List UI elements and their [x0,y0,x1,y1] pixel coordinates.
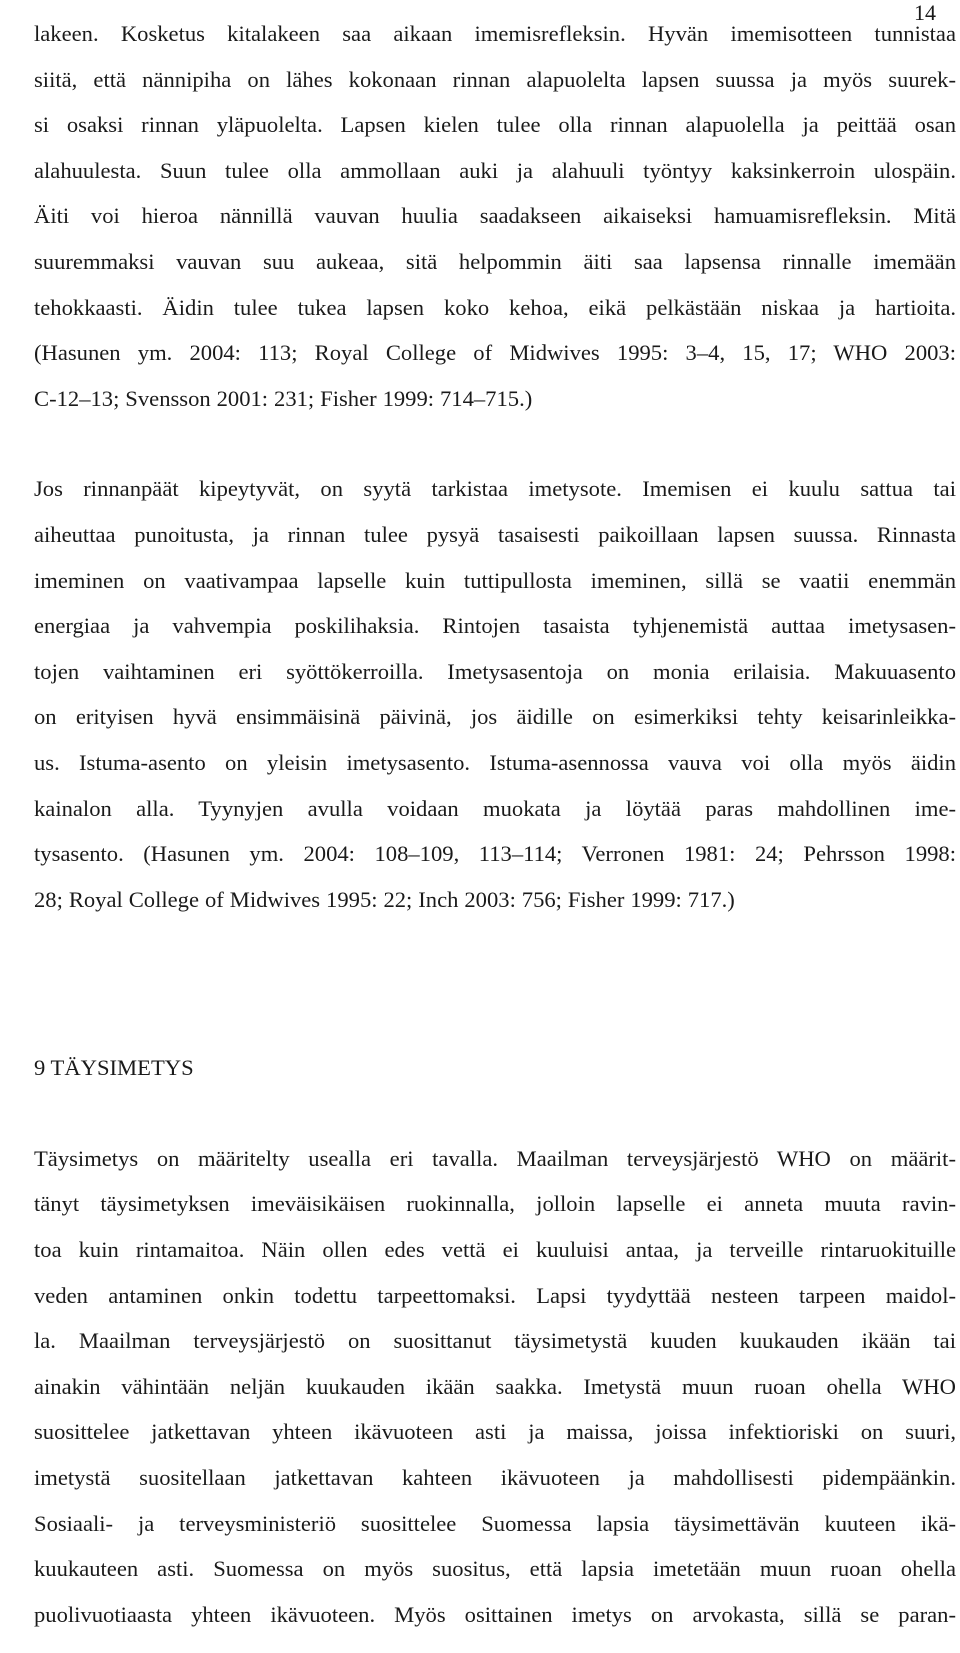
text-line: us. Istuma-asento on yleisin imetysasento. Istuma-asennossa vauva voi olla myös äidin [34,749,956,775]
text-line: puolivuotiaasta yhteen ikävuoteen. Myös osittainen imetys on arvokasta, sillä se paran- [34,1601,956,1627]
text-line: 28; Royal College of Midwives 1995: 22; Inch 2003: 756; Fisher 1999: 717.) [34,886,735,912]
text-line: kainalon alla. Tyynyjen avulla voidaan muokata ja löytää paras mahdollinen ime- [34,795,956,821]
text-line: veden antaminen onkin todettu tarpeettomaksi. Lapsi tyydyttää nesteen tarpeen maidol- [34,1282,956,1308]
text-line: imetystä suositellaan jatkettavan kahteen ikävuoteen ja mahdollisesti pidempäänkin. [34,1465,956,1491]
text-line: lakeen. Kosketus kitalakeen saa aikaan imemisrefleksin. Hyvän imemisotteen tunnistaa [34,21,956,46]
text-line: la. Maailman terveysjärjestö on suosittanut täysimetystä kuuden kuukauden ikään tai [34,1328,956,1354]
text-line: suuremmaksi vauvan suu aukeaa, sitä helpommin äiti saa lapsensa rinnalle imemään [34,248,956,274]
text-line: imeminen on vaativampaa lapselle kuin tuttipullosta imeminen, sillä se vaatii enemmän [34,567,956,593]
paragraph-latch [34,11,956,421]
text-line: tysasento. (Hasunen ym. 2004: 108–109, 113–114; Verronen 1981: 24; Pehrsson 1998: [34,841,956,867]
heading-spacer [34,922,956,1045]
text-line: energiaa ja vahvempia poskilihaksia. Rintojen tasaista tyhjenemistä auttaa imetysasen- [34,613,956,639]
page-number: 14 [914,0,936,25]
text-line: ainakin vähintään neljän kuukauden ikään saakka. Imetystä muun ruoan ohella WHO [34,1373,956,1399]
paragraph-positions [34,466,956,922]
text-line: (Hasunen ym. 2004: 113; Royal College of Midwives 1995: 3–4, 15, 17; WHO 2003: [34,340,956,366]
paragraph-spacer [34,421,956,466]
text-line: on erityisen hyvä ensimmäisinä päivinä, jos äidille on esimerkiksi tehty keisarinleikka- [34,704,956,730]
text-line: Jos rinnanpäät kipeytyvät, on syytä tarkistaa imetysote. Imemisen ei kuulu sattua tai [34,476,956,502]
paragraph-exclusive-breastfeeding [34,1136,956,1638]
text-line: C-12–13; Svensson 2001: 231; Fisher 1999: 714–715.) [34,385,533,411]
text-line: Sosiaali- ja terveysministeriö suosittelee Suomessa lapsia täysimettävän kuuteen ikä- [34,1510,956,1536]
text-line: toa kuin rintamaitoa. Näin ollen edes vettä ei kuuluisi antaa, ja terveille rintaruokituille [34,1237,956,1263]
text-line: siitä, että nännipiha on lähes kokonaan rinnan alapuolelta lapsen suussa ja myös suurek- [34,66,956,92]
text-line: Äiti voi hieroa nännillä vauvan huulia saadakseen aikaiseksi hamuamisrefleksin. Mitä [34,203,956,229]
heading-after-spacer [34,1091,956,1136]
text-line: tänyt täysimetyksen imeväisikäisen ruokinnalla, jolloin lapselle ei anneta muuta ravin- [34,1191,956,1217]
text-line: tehokkaasti. Äidin tulee tukea lapsen koko kehoa, eikä pelkästään niskaa ja hartioita. [34,294,956,320]
text-line: Täysimetys on määritelty usealla eri tavalla. Maailman terveysjärjestö WHO on määrit- [34,1145,956,1171]
text-line: aiheuttaa punoitusta, ja rinnan tulee pysyä tasaisesti paikoillaan lapsen suussa. Rinnasta [34,521,956,547]
text-line: tojen vaihtaminen eri syöttökerroilla. Imetysasentoja on monia erilaisia. Makuuasento [34,658,956,684]
section-heading: 9 TÄYSIMETYS [34,1055,194,1081]
document-body [34,11,956,1637]
text-line: kuukauteen asti. Suomessa on myös suositus, että lapsia imetetään muun ruoan ohella [34,1556,956,1582]
text-line: si osaksi rinnan yläpuolelta. Lapsen kielen tulee olla rinnan alapuolella ja peittää osan [34,112,956,138]
text-line: alahuulesta. Suun tulee olla ammollaan auki ja alahuuli työntyy kaksinkerroin ulospäin. [34,157,956,183]
text-line: suosittelee jatkettavan yhteen ikävuoteen asti ja maissa, joissa infektioriski on suuri, [34,1419,956,1445]
